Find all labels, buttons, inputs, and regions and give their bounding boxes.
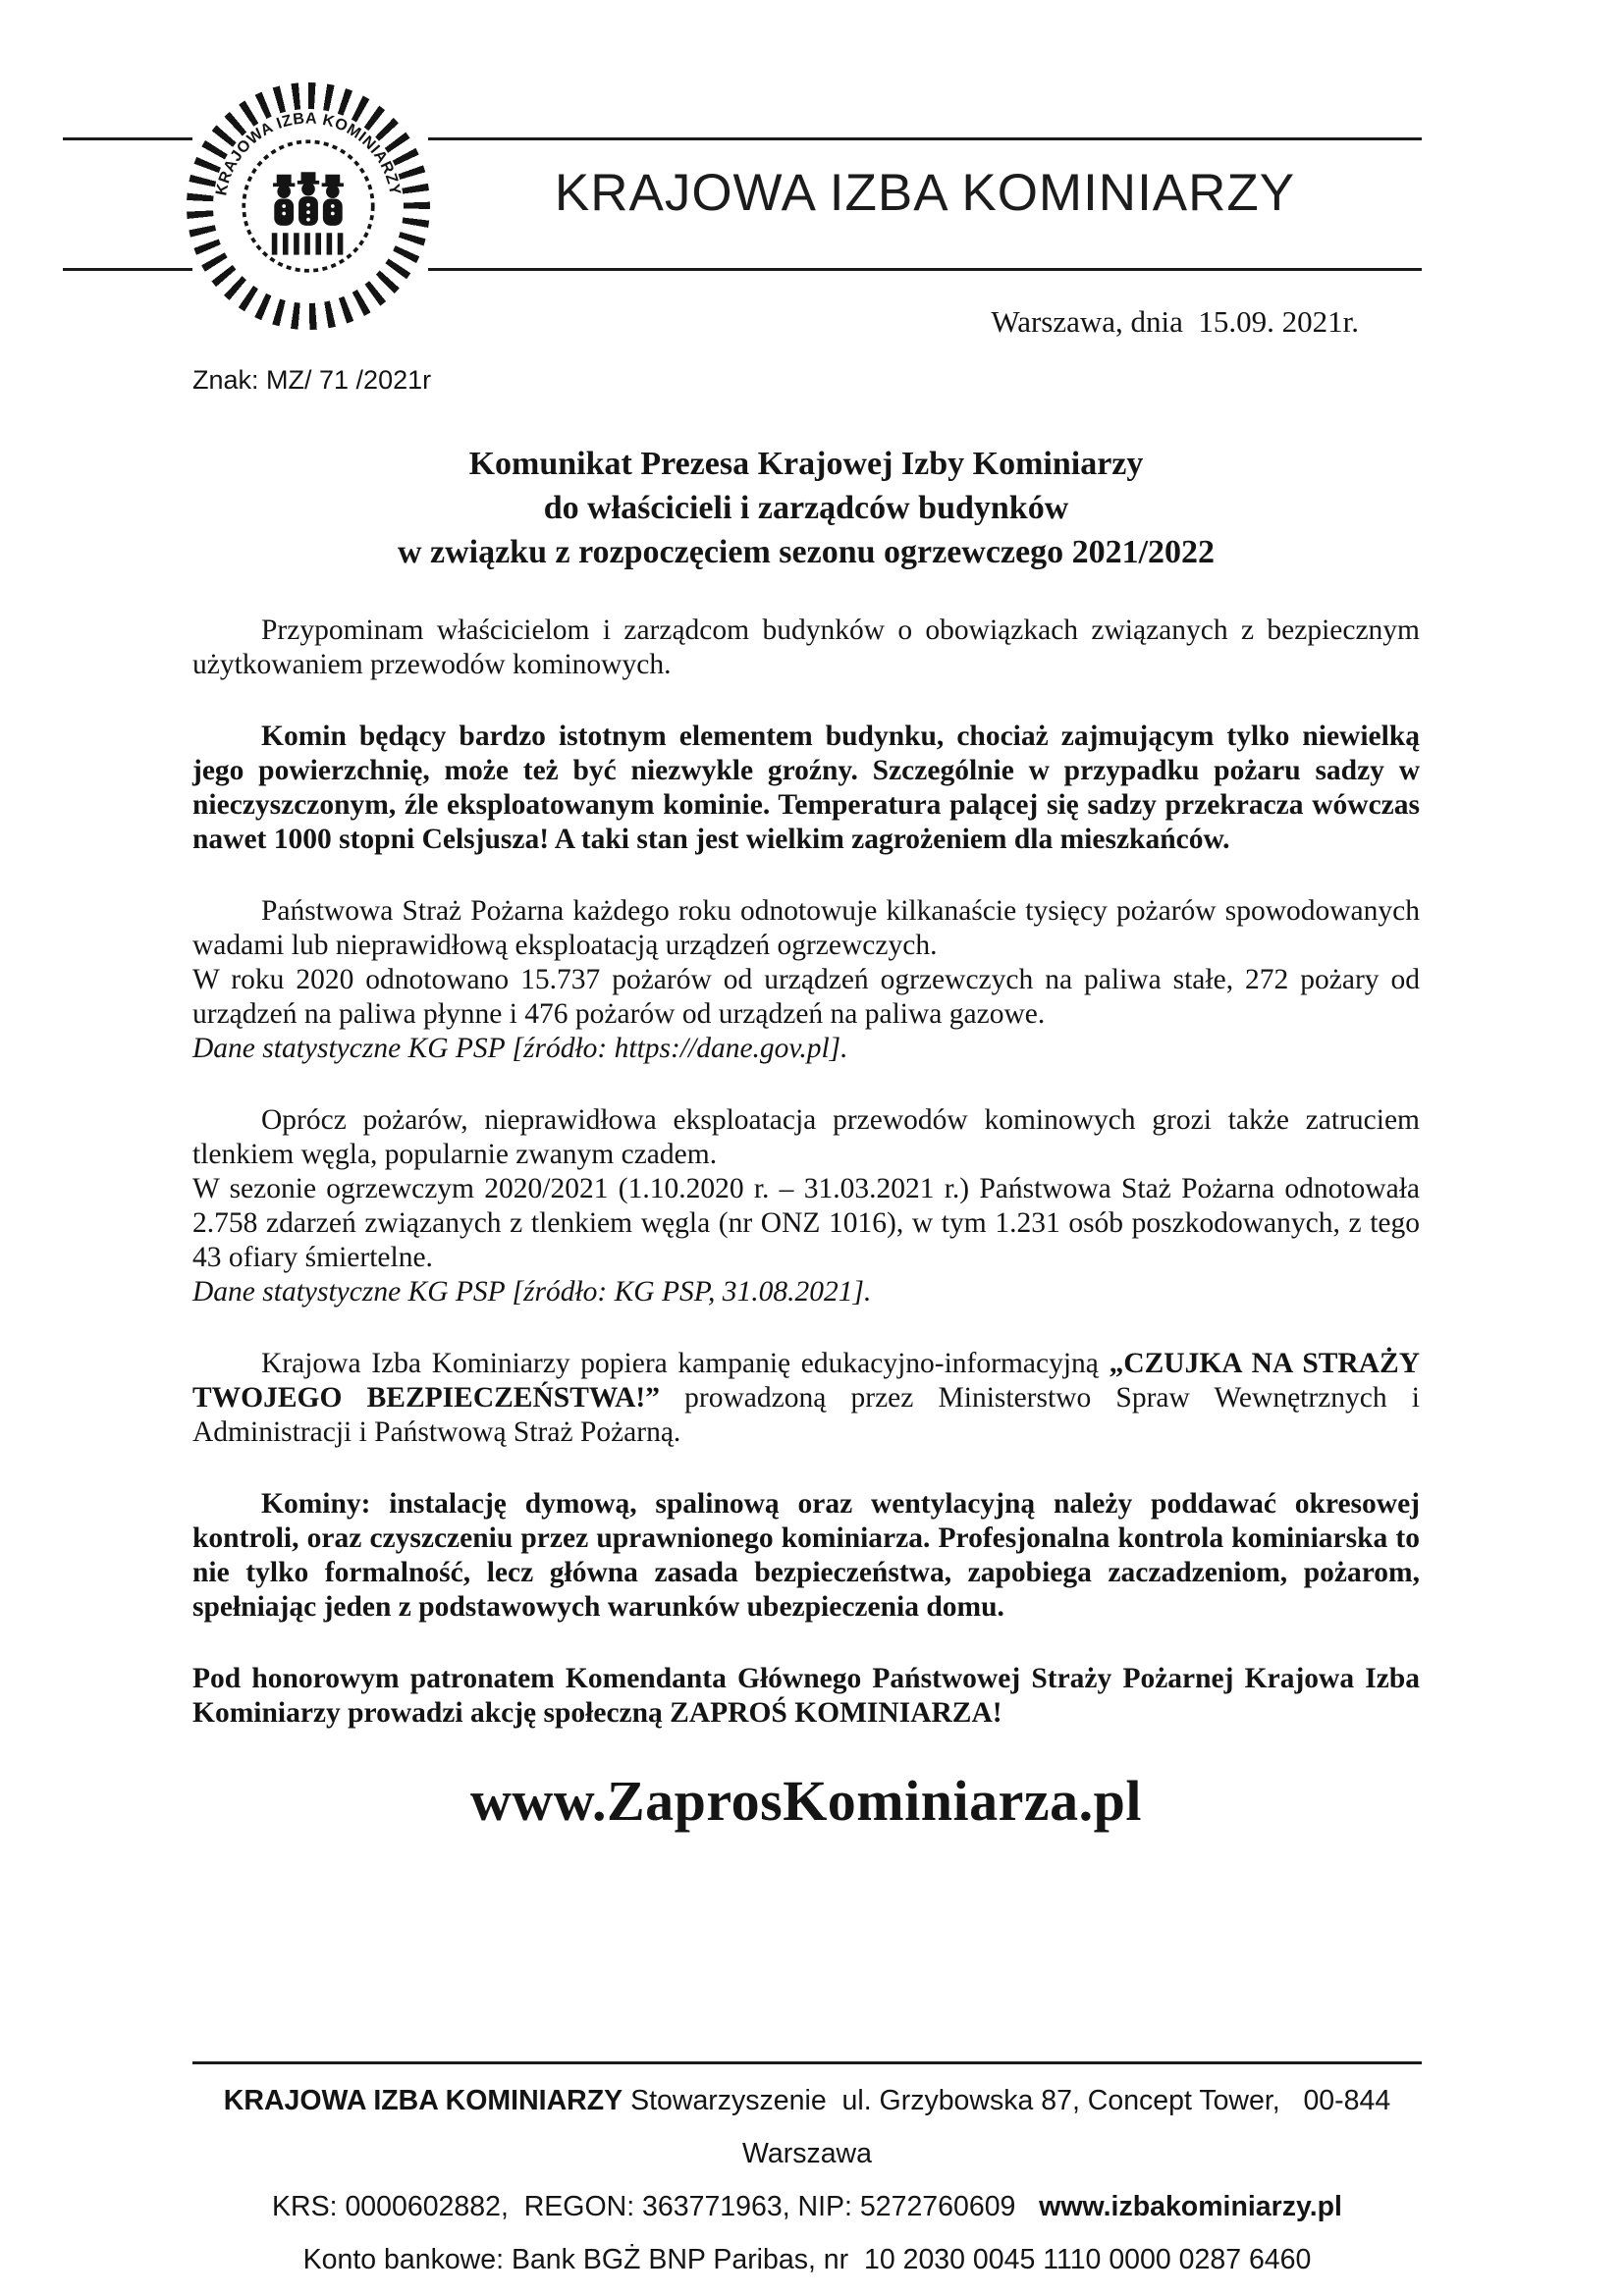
campaign-text-pre: Krajowa Izba Kominiarzy popiera kampanię edukacyjno-informacyjną — [261, 1348, 1110, 1379]
organization-logo — [187, 82, 430, 330]
paragraph-carbon-monoxide-1: Oprócz pożarów, nieprawidłowa eksploatacja przewodów kominowych grozi także zatruciem tlenkiem węgla, popularnie zwanym czadem. — [192, 1104, 1420, 1170]
footer-website: www.izbakominiarzy.pl — [1039, 2191, 1342, 2222]
header-rule-top-right — [428, 137, 1422, 140]
paragraph-inspection: Kominy: instalację dymową, spalinową oraz wentylacyjną należy poddawać okresowej kontroli, oraz czyszczeniu przez uprawnionego kominiarza. Profesjonalna kontrola kominiarska to nie tylko formalność, lecz główna zasada bezpieczeństwa, zapobiega zaczadzeniom, pożarom, spełniając jeden z podstawowych warunków ubezpieczenia domu. — [192, 1488, 1420, 1623]
paragraph-campaign — [192, 1347, 1420, 1450]
footer-registry-numbers: KRS: 0000602882, REGON: 363771963, NIP: 5272760609 — [272, 2191, 1040, 2222]
header-rule-bottom-left — [63, 268, 192, 271]
reference-number: Znak: MZ/ 71 /2021r — [192, 365, 432, 395]
footer-rule — [192, 2061, 1422, 2064]
document-title-line1: Komunikat Prezesa Krajowej Izby Kominiarzy — [468, 446, 1144, 482]
footer-registry-line — [192, 2180, 1422, 2233]
document-title-line3: w związku z rozpoczęciem sezonu ogrzewczego 2021/2022 — [397, 534, 1216, 570]
document-title-line2: do właścicieli i zarządców budynków — [543, 490, 1069, 526]
footer-org-name: KRAJOWA IZBA KOMINIARZY — [223, 2085, 623, 2116]
footer-address: Stowarzyszenie ul. Grzybowska 87, Concept Tower, 00-844 Warszawa — [623, 2085, 1399, 2169]
place-date-line: Warszawa, dnia 15.09. 2021r. — [991, 304, 1359, 339]
campaign-text-post: prowadzoną przez Ministerstwo Spraw Wewnętrznych i Administracji i Państwową Straż Pożarną. — [192, 1382, 1420, 1448]
paragraph-intro: Przypominam właścicielom i zarządcom budynków o obowiązkach związanych z bezpiecznym użytkowaniem przewodów kominowych. — [192, 614, 1420, 680]
paragraph-carbon-monoxide-2: W sezonie ogrzewczym 2020/2021 (1.10.2020 r. – 31.03.2021 r.) Państwowa Staż Pożarna odnotowała 2.758 zdarzeń związanych z tlenkiem węgla (nr ONZ 1016), w tym 1.231 osób poszkodowanych, z tego 43 ofiary śmiertelne. — [192, 1173, 1420, 1273]
paragraph-patronage: Pod honorowym patronatem Komendanta Głównego Państwowej Straży Pożarnej Krajowa Izba Kominiarzy prowadzi akcję społeczną ZAPROŚ KOMINIARZA! — [192, 1663, 1420, 1729]
letter-body — [192, 442, 1420, 1834]
brush-bristles-icon — [272, 233, 344, 254]
organization-name: KRAJOWA IZBA KOMINIARZY — [554, 164, 1296, 222]
logo-ring-text: KRAJOWA IZBA KOMINIARZY — [212, 109, 405, 197]
paragraph-fire-statistics-1: Państwowa Straż Pożarna każdego roku odnotowuje kilkanaście tysięcy pożarów spowodowanych wadami lub nieprawidłową eksploatacją urządzeń ogrzewczych. — [192, 895, 1420, 961]
header-rule-top-left — [63, 137, 192, 140]
logo-emblem — [187, 82, 430, 330]
paragraph-fire-statistics-2: W roku 2020 odnotowano 15.737 pożarów od urządzeń ogrzewczych na paliwa stałe, 272 pożary od urządzeń na paliwa płynne i 476 pożarów od urządzeń na paliwa gazowe. — [192, 964, 1420, 1030]
document-title — [192, 442, 1420, 574]
header-rule-bottom-right — [428, 268, 1422, 271]
campaign-name: „CZUJKA NA STRAŻY TWOJEGO BEZPIECZEŃSTWA!” — [192, 1348, 1420, 1414]
paragraph-chimney-warning: Komin będący bardzo istotnym elementem budynku, chociaż zajmującym tylko niewielką jego powierzchnię, może też być niezwykle groźny. Szczególnie w przypadku pożaru sadzy w nieczyszczonym, źle eksploatowanym kominie. Temperatura palącej się sadzy przekracza wówczas nawet 1000 stopni Celsjusza! A taki stan jest wielkim zagrożeniem dla mieszkańców. — [192, 721, 1420, 855]
campaign-website: www.ZaprosKominiarza.pl — [470, 1769, 1142, 1833]
footer — [192, 2061, 1422, 2286]
footer-bank-line: Konto bankowe: Bank BGŻ BNP Paribas, nr 10 2030 0045 1110 0000 0287 6460 — [302, 2244, 1312, 2275]
chimney-sweeps-icon — [273, 172, 344, 226]
source-note-carbon-monoxide: Dane statystyczne KG PSP [źródło: KG PSP, 31.08.2021]. — [192, 1276, 872, 1308]
source-note-fires: Dane statystyczne KG PSP [źródło: https://dane.gov.pl]. — [192, 1033, 848, 1064]
footer-address-line — [192, 2074, 1422, 2180]
